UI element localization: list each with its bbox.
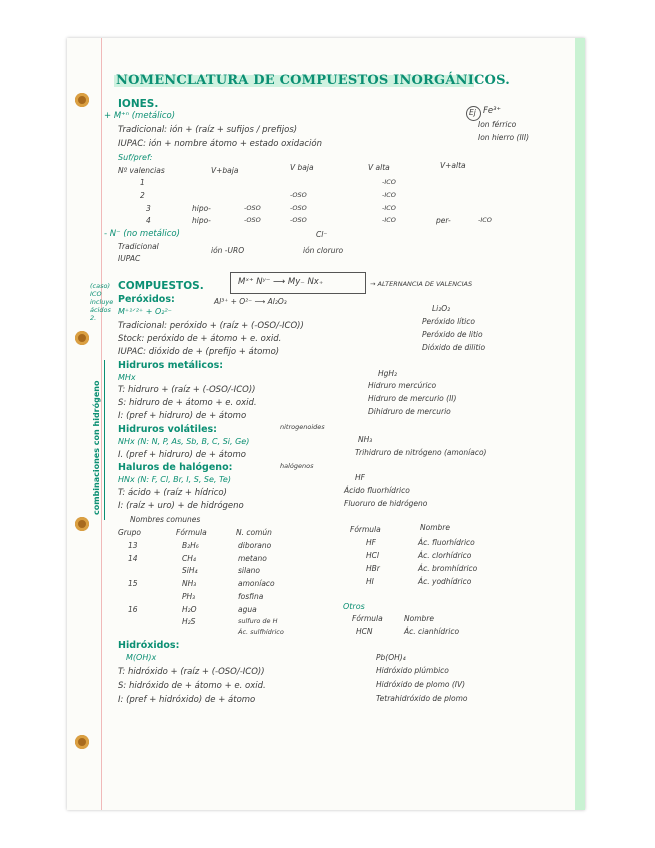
vertical-label: combinaciones con hidrógeno <box>92 380 101 515</box>
hal-t: T: ácido + (raíz + hídrico) <box>118 488 227 498</box>
hal-i: I: (raíz + uro) + de hidrógeno <box>118 501 244 511</box>
side-note: (caso) ICO incluye ácidos 2. <box>90 282 114 322</box>
th2-nombre: Nombre <box>420 523 450 532</box>
ex-label: Ej <box>469 108 476 117</box>
hal-heading: Haluros de halógeno: <box>118 462 233 473</box>
punch-hole <box>75 331 89 345</box>
ex-2: Ion hierro (III) <box>478 133 530 142</box>
suf-pref: Suf/pref: <box>118 153 153 162</box>
hid-ex3: Tetrahidróxido de plomo <box>376 694 468 703</box>
otros-n: Ác. cianhídrico <box>404 627 460 636</box>
nm-rule: ión -URO <box>211 246 245 255</box>
th-vbaja: V baja <box>290 163 314 172</box>
per-ex-formula: Li₂O₂ <box>432 304 451 313</box>
met-heading: Hidruros metálicos: <box>118 360 224 371</box>
vol-heading: Hidruros volátiles: <box>118 424 217 435</box>
per-stock: Stock: peróxido de + átomo + e. oxid. <box>118 334 282 344</box>
edge-strip <box>575 38 585 810</box>
alternancia: → ALTERNANCIA DE VALENCIAS <box>370 280 473 288</box>
hal-note: halógenos <box>280 462 314 470</box>
margin-line <box>101 38 102 810</box>
th-vbaja2: V+baja <box>211 166 239 175</box>
nm-trad: Tradicional <box>118 242 159 251</box>
per-ex3: Dióxido de dilitio <box>422 343 486 352</box>
ex2-formula: Cl⁻ <box>316 230 328 239</box>
vertical-bracket <box>104 360 105 520</box>
ex-1: Ion férrico <box>478 120 517 129</box>
met-t: T: hidruro + (raíz + (-OSO/-ICO)) <box>118 385 256 395</box>
th-ncomun: N. común <box>236 528 272 537</box>
per-ex1: Peróxido lítico <box>422 317 475 326</box>
per-iupac: IUPAC: dióxido de + (prefijo + átomo) <box>118 347 280 357</box>
hid-ex2: Hidróxido de plomo (IV) <box>376 680 466 689</box>
hal-ex1: Ácido fluorhídrico <box>344 486 410 495</box>
ex-formula: Fe³⁺ <box>483 106 502 116</box>
hid-ex-formula: Pb(OH)₄ <box>376 653 406 662</box>
hal-ex-formula: HF <box>355 473 365 482</box>
per-trad: Tradicional: peróxido + (raíz + (-OSO/-ICO)) <box>118 321 304 331</box>
vol-formula: NHx (N: N, P, As, Sb, B, C, Si, Ge) <box>118 437 250 446</box>
th2-formula: Fórmula <box>350 525 381 534</box>
vol-ex1: Trihidruro de nitrógeno (amoníaco) <box>355 448 487 457</box>
met-ex2: Hidruro de mercurio (II) <box>368 394 457 403</box>
otros-th-n: Nombre <box>404 614 434 623</box>
punch-hole <box>75 735 89 749</box>
th-formula: Fórmula <box>176 528 207 537</box>
met-ex1: Hidruro mercúrico <box>368 381 437 390</box>
hid-ex1: Hidróxido plúmbico <box>376 666 449 675</box>
ion-metal: + M⁺ⁿ (metálico) <box>104 111 176 121</box>
vol-ex-formula: NH₃ <box>358 435 373 444</box>
th-nval: Nº valencias <box>118 166 165 175</box>
th-grupo: Grupo <box>118 528 141 537</box>
otros-th-f: Fórmula <box>352 614 383 623</box>
hid-s: S: hidróxido de + átomo + e. oxid. <box>118 681 266 691</box>
ion-iupac: IUPAC: ión + nombre átomo + estado oxidación <box>118 139 322 149</box>
common-heading: Nombres comunes <box>130 515 201 524</box>
hid-i: I: (pref + hidróxido) de + átomo <box>118 695 256 705</box>
ex-alo: Al³⁺ + O²⁻ ⟶ Al₂O₃ <box>214 297 287 306</box>
nm-iupac: IUPAC <box>118 254 141 263</box>
peroxidos-heading: Peróxidos: <box>118 294 175 305</box>
compuestos-heading: COMPUESTOS. <box>118 280 204 292</box>
punch-hole <box>75 93 89 107</box>
met-formula: MHx <box>118 373 136 382</box>
hal-ex2: Fluoruro de hidrógeno <box>344 499 428 508</box>
met-s: S: hidruro de + átomo + e. oxid. <box>118 398 257 408</box>
hal-formula: HNx (N: F, Cl, Br, I, S, Se, Te) <box>118 475 231 484</box>
ion-trad: Tradicional: ión + (raíz + sufijos / prefijos) <box>118 125 298 135</box>
box-formula: Mˣ⁺ Nʸ⁻ ⟶ My₋ Nx₊ <box>238 277 324 287</box>
ion-nonmetal: - N⁻ (no metálico) <box>104 229 180 239</box>
vol-i: I. (pref + hidruro) de + átomo <box>118 450 246 460</box>
iones-heading: IONES. <box>118 98 159 110</box>
th-valta: V alta <box>368 163 390 172</box>
otros-heading: Otros <box>343 602 365 611</box>
met-ex-formula: HgH₂ <box>378 369 398 378</box>
punch-hole <box>75 517 89 531</box>
hidroxidos-heading: Hidróxidos: <box>118 640 180 651</box>
th-valta2: V+alta <box>440 161 466 170</box>
page-title: NOMENCLATURA DE COMPUESTOS INORGÁNICOS. <box>116 73 510 88</box>
vol-note: nitrogenoides <box>280 423 325 431</box>
met-i: I: (pref + hidruro) de + átomo <box>118 411 247 421</box>
hid-formula: M(OH)x <box>126 653 157 662</box>
otros-f: HCN <box>356 627 373 636</box>
per-ex2: Peróxido de litio <box>422 330 483 339</box>
ex2-name: ión cloruro <box>303 246 344 255</box>
met-ex3: Dihidruro de mercurio <box>368 407 451 416</box>
hid-t: T: hidróxido + (raíz + (-OSO/-ICO)) <box>118 667 265 677</box>
per-formula: M⁺¹ᐟ²⁺ + O₂²⁻ <box>118 307 172 316</box>
